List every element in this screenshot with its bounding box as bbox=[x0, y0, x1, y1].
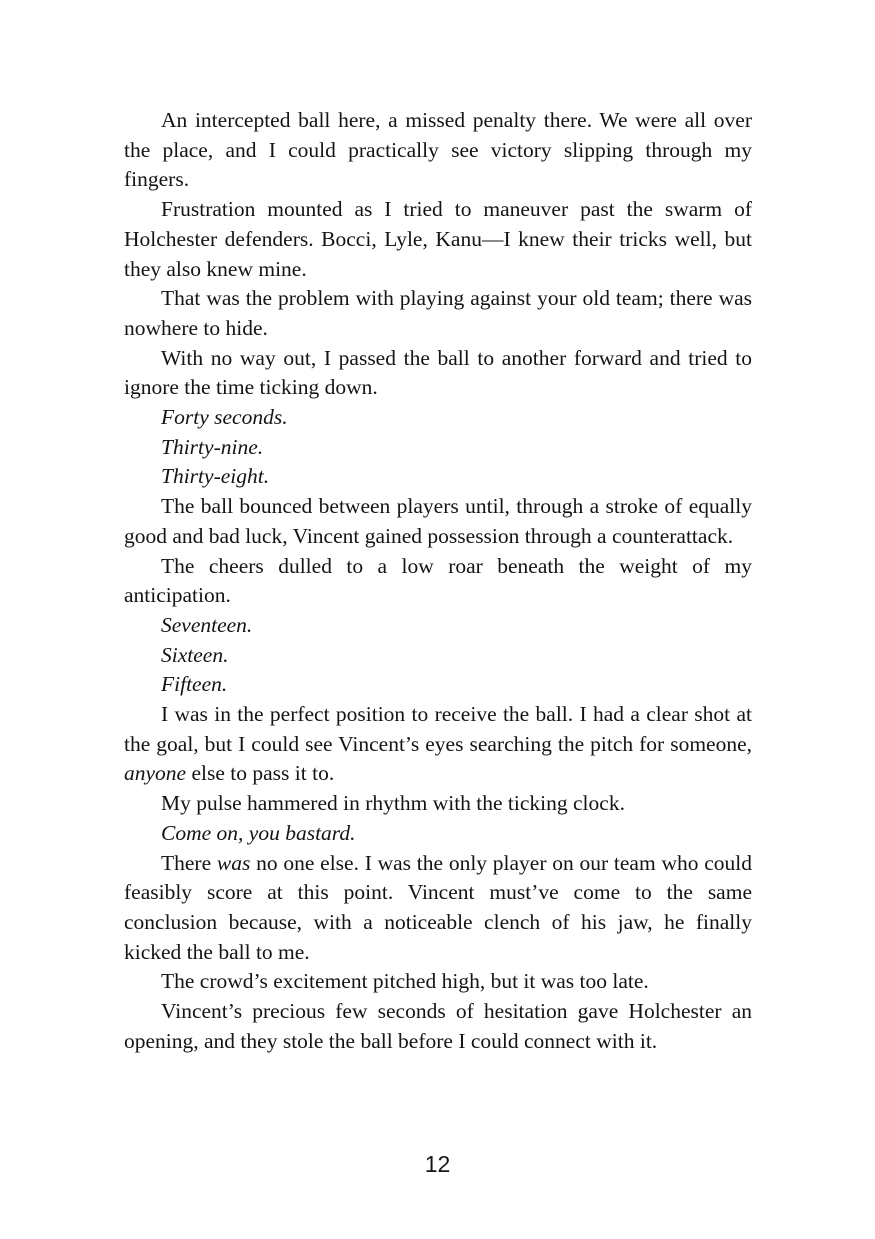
paragraph bbox=[124, 492, 752, 551]
paragraph bbox=[124, 462, 752, 492]
paragraph bbox=[124, 641, 752, 671]
paragraph-segment-italic: Come on, you bastard. bbox=[161, 820, 356, 845]
page-text bbox=[124, 106, 752, 1057]
paragraph-segment: That was the problem with playing against your old team; there was nowhere to hide. bbox=[124, 286, 752, 340]
paragraph bbox=[124, 789, 752, 819]
paragraph bbox=[124, 552, 752, 611]
paragraph bbox=[124, 106, 752, 195]
paragraph bbox=[124, 967, 752, 997]
paragraph-segment: There bbox=[161, 850, 217, 875]
paragraph-segment: no one else. I was the only player on our team who could feasibly score at this point. Vincent must’ve come to the same conclusion because, with a noticeable clench of his jaw, he finally kicked the ball to me. bbox=[124, 850, 752, 964]
paragraph-segment-italic: anyone bbox=[124, 761, 187, 786]
paragraph-segment-italic: Fifteen. bbox=[161, 672, 228, 697]
paragraph bbox=[124, 700, 752, 789]
paragraph bbox=[124, 819, 752, 849]
page-number: 12 bbox=[424, 1151, 451, 1177]
paragraph bbox=[124, 611, 752, 641]
paragraph-segment-italic: Seventeen. bbox=[161, 612, 253, 637]
paragraph-segment: An intercepted ball here, a missed penalty there. We were all over the place, and I could practically see victory slipping through my fingers. bbox=[124, 108, 752, 192]
paragraph-segment: With no way out, I passed the ball to another forward and tried to ignore the time ticking down. bbox=[124, 345, 752, 400]
paragraph bbox=[124, 195, 752, 284]
paragraph bbox=[124, 403, 752, 433]
paragraph bbox=[124, 849, 752, 968]
paragraph-segment: I was in the perfect position to receive the ball. I had a clear shot at the goal, but I could see Vincent’s eyes searching the pitch for someone, bbox=[124, 702, 752, 756]
paragraph-segment: Vincent’s precious few seconds of hesitation gave Holchester an opening, and they stole the ball before I could connect with it. bbox=[124, 999, 752, 1053]
paragraph-segment: The crowd’s excitement pitched high, but it was too late. bbox=[161, 969, 649, 994]
paragraph bbox=[124, 670, 752, 700]
paragraph-segment: else to pass it to. bbox=[186, 761, 335, 786]
paragraph-segment: Frustration mounted as I tried to maneuver past the swarm of Holchester defenders. Bocci, Lyle, Kanu—I knew their tricks well, but they also knew mine. bbox=[124, 197, 752, 281]
paragraph-segment: The ball bounced between players until, through a stroke of equally good and bad luck, Vincent gained possession through a counterattack. bbox=[124, 494, 752, 548]
paragraph-segment: My pulse hammered in rhythm with the ticking clock. bbox=[161, 791, 625, 816]
paragraph bbox=[124, 344, 752, 403]
paragraph-segment-italic: Thirty-eight. bbox=[161, 464, 270, 489]
paragraph bbox=[124, 433, 752, 463]
paragraph-segment: The cheers dulled to a low roar beneath the weight of my anticipation. bbox=[124, 553, 752, 608]
paragraph-segment-italic: was bbox=[216, 850, 251, 875]
paragraph-segment-italic: Forty seconds. bbox=[161, 405, 288, 430]
paragraph-segment-italic: Sixteen. bbox=[161, 642, 229, 667]
paragraph bbox=[124, 284, 752, 343]
paragraph bbox=[124, 997, 752, 1056]
paragraph-segment-italic: Thirty-nine. bbox=[161, 434, 264, 459]
